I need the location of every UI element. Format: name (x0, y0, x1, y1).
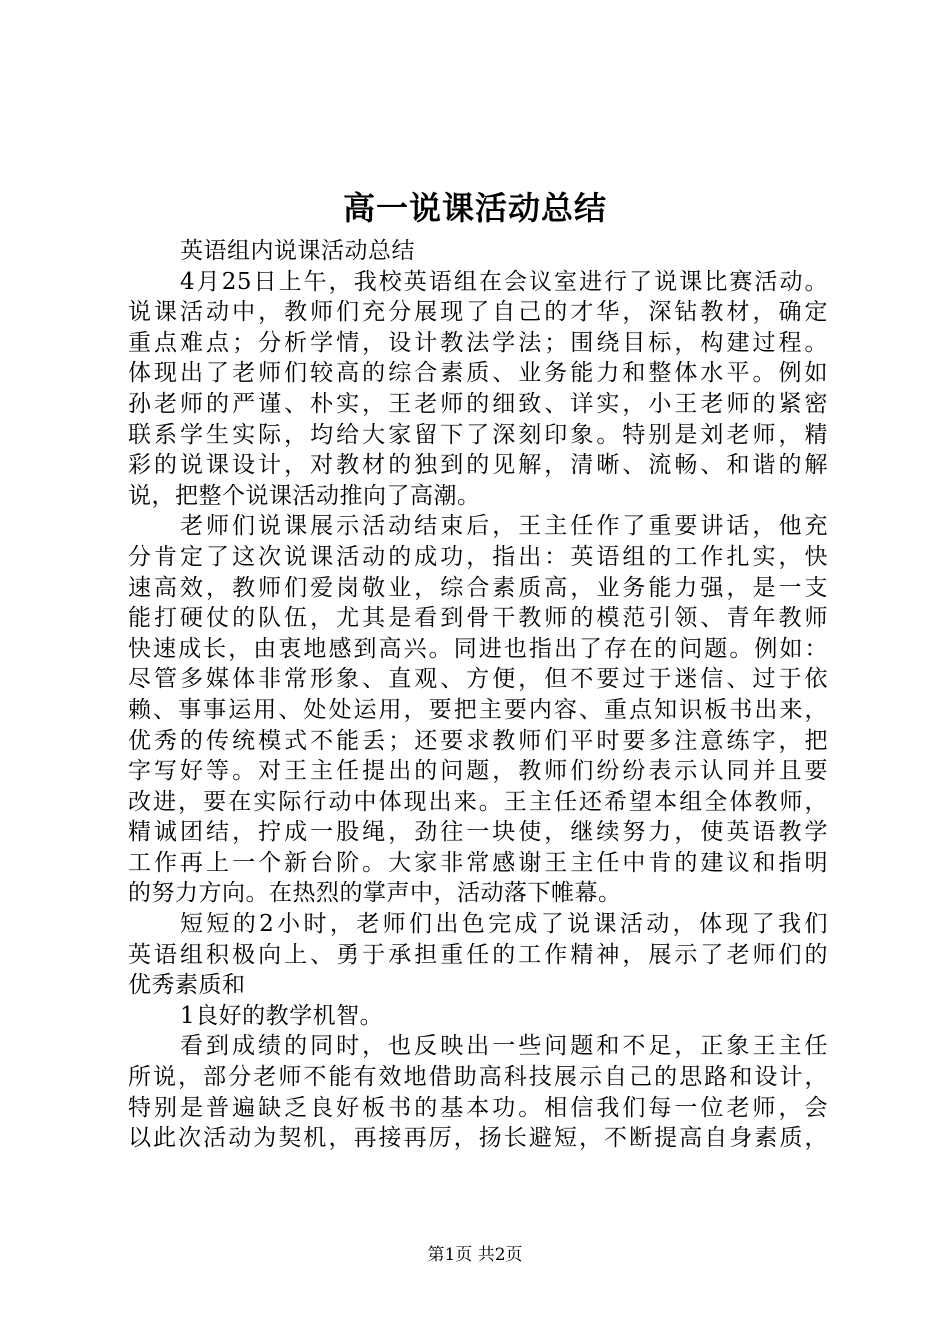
body-line: 说课活动中，教师们充分展现了自己的才华，深钻教材，确定 (128, 299, 828, 326)
document-body (128, 236, 828, 1154)
body-line: 体现出了老师们较高的综合素质、业务能力和整体水平。例如 (128, 360, 828, 387)
body-line: 1良好的教学机智。 (180, 1002, 384, 1029)
document-title: 高一说课活动总结 (342, 189, 607, 227)
body-line: 改进，要在实际行动中体现出来。王主任还希望本组全体教师， (128, 788, 828, 815)
body-line: 分肯定了这次说课活动的成功，指出：英语组的工作扎实，快 (128, 543, 828, 570)
body-line: 4月25日上午，我校英语组在会议室进行了说课比赛活动。 (180, 268, 828, 295)
body-line: 字写好等。对王主任提出的问题，教师们纷纷表示认同并且要 (128, 758, 828, 785)
body-line: 重点难点；分析学情，设计教法学法；围绕目标，构建过程。 (128, 329, 828, 356)
body-line: 快速成长，由衷地感到高兴。同进也指出了存在的问题。例如： (128, 635, 828, 662)
page-footer: 第1页 共2页 (427, 1245, 523, 1265)
body-line: 看到成绩的同时，也反映出一些问题和不足，正象王主任 (180, 1033, 828, 1060)
body-line: 优秀的传统模式不能丢；还要求教师们平时要多注意练字，把 (128, 727, 828, 754)
body-line: 英语组内说课活动总结 (180, 238, 415, 264)
body-line: 短短的2小时，老师们出色完成了说课活动，体现了我们 (180, 911, 828, 938)
body-line: 说，把整个说课活动推向了高潮。 (128, 482, 481, 509)
body-line: 孙老师的严谨、朴实，王老师的细致、详实，小王老师的紧密 (128, 390, 828, 417)
body-line: 所说，部分老师不能有效地借助高科技展示自己的思路和设计， (128, 1064, 828, 1091)
body-line: 的努力方向。在热烈的掌声中，活动落下帷幕。 (128, 880, 622, 907)
body-line: 精诚团结，拧成一股绳，劲往一块使，继续努力，使英语教学 (128, 819, 828, 846)
body-line: 速高效，教师们爱岗敬业，综合素质高，业务能力强，是一支 (128, 574, 828, 601)
body-line: 老师们说课展示活动结束后，王主任作了重要讲话，他充 (180, 513, 828, 540)
body-line: 优秀素质和 (128, 972, 246, 999)
body-line: 彩的说课设计，对教材的独到的见解，清晰、流畅、和谐的解 (128, 452, 828, 479)
body-line: 以此次活动为契机，再接再厉，扬长避短，不断提高自身素质， (128, 1125, 828, 1152)
body-line: 联系学生实际，均给大家留下了深刻印象。特别是刘老师，精 (128, 421, 828, 448)
body-line: 赖、事事运用、处处运用，要把主要内容、重点知识板书出来， (128, 696, 828, 723)
body-line: 英语组积极向上、勇于承担重任的工作精神，展示了老师们的 (128, 941, 828, 968)
body-line: 工作再上一个新台阶。大家非常感谢王主任中肯的建议和指明 (128, 849, 828, 876)
body-line: 尽管多媒体非常形象、直观、方便，但不要过于迷信、过于依 (128, 666, 828, 693)
body-line: 特别是普遍缺乏良好板书的基本功。相信我们每一位老师，会 (128, 1094, 828, 1121)
body-line: 能打硬仗的队伍，尤其是看到骨干教师的模范引领、青年教师 (128, 605, 828, 632)
